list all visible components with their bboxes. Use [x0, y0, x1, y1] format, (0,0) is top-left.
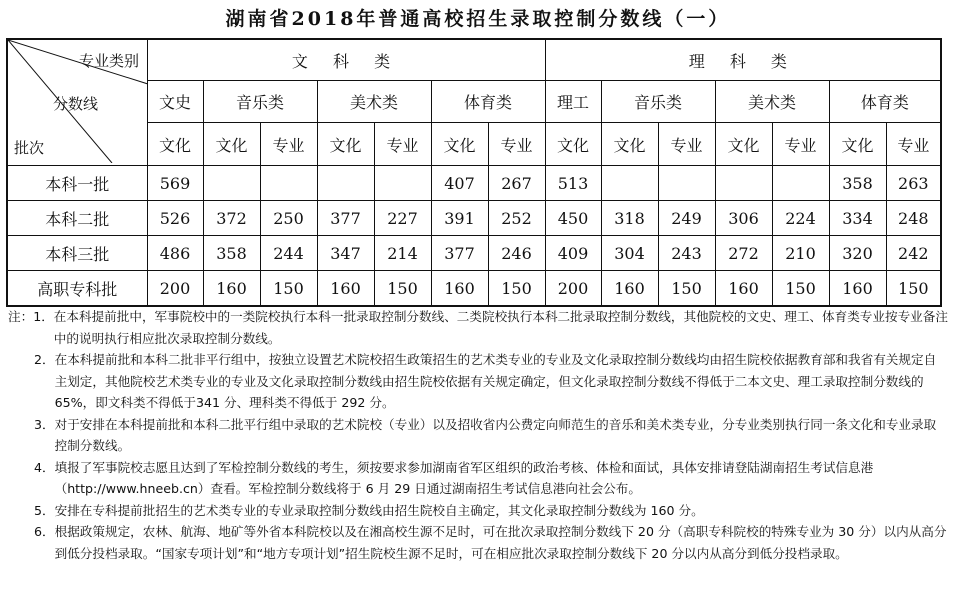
arts-group-header: 文 科 类 [147, 39, 545, 81]
score-cell: 150 [374, 271, 431, 307]
note-item [8, 414, 948, 457]
score-cell: 224 [772, 201, 829, 236]
note-text: 安排在专科提前批招生的艺术类专业的专业录取控制分数线由招生院校自主确定，其文化录取控制分数线为 160 分。 [54, 502, 704, 518]
note-item [8, 457, 948, 500]
subheader-cell: 专业 [260, 123, 317, 166]
note-number: 2． [34, 352, 55, 367]
score-cell: 252 [488, 201, 545, 236]
score-cell: 227 [374, 201, 431, 236]
corner-label-score: 分数线 [53, 95, 99, 113]
score-cell: 318 [601, 201, 658, 236]
subheader-cell: 文化 [431, 123, 488, 166]
score-cell: 513 [545, 166, 601, 201]
table-row [7, 236, 941, 271]
score-cell: 450 [545, 201, 601, 236]
sci-tech-header: 理工 [545, 81, 601, 123]
subheader-cell: 专业 [374, 123, 431, 166]
note-item [8, 306, 948, 349]
page-title: 湖南省2018年普通高校招生录取控制分数线（一） [225, 8, 731, 30]
subheader-cell: 专业 [658, 123, 715, 166]
header-row-types [7, 81, 941, 123]
batch-label: 本科三批 [7, 236, 147, 271]
corner-label-batch: 批次 [14, 139, 45, 157]
score-cell: 242 [886, 236, 941, 271]
score-cell: 486 [147, 236, 203, 271]
notes-prefix: 注： [8, 309, 34, 324]
score-cell: 150 [260, 271, 317, 307]
note-item [8, 349, 948, 414]
note-number: 1． [33, 309, 54, 324]
score-cell: 306 [715, 201, 772, 236]
note-text: 根据政策规定，农林、航海、地矿等外省本科院校以及在湘高校生源不足时，可在批次录取控制分数线下 20 分（高职专科院校的特殊专业为 30 分）以内从高分到低分投档录取。“国家专项计划”和“地方专项计划”招生院校生源不足时，可在相应批次录取控制分数线下 20 分以内从高分到低分投档录取。 [54, 524, 947, 561]
corner-label-category: 专业类别 [79, 52, 140, 70]
note-number: 3． [34, 416, 55, 432]
batch-label: 高职专科批 [7, 271, 147, 307]
arts-pe-header: 体育类 [431, 81, 545, 123]
note-text: 在本科提前批和本科二批非平行组中，按独立设置艺术院校招生政策招生的艺术类专业的专业及文化录取控制分数线均由招生院校依据教育部和我省有关规定自主划定，其他院校艺术类专业的专业及文化录取控制分数线由招生院校依据有关规定确定，但文化录取控制分数线不得低于二本文史、理工录取控制分数线的65%，即文科类不得低于341 分、理科类不得低于 292 分。 [54, 352, 937, 410]
corner-header-cell [7, 39, 147, 166]
score-cell: 372 [203, 201, 260, 236]
score-table [6, 38, 942, 307]
batch-label: 本科二批 [7, 201, 147, 236]
subheader-cell: 专业 [488, 123, 545, 166]
score-cell: 272 [715, 236, 772, 271]
score-cell: 304 [601, 236, 658, 271]
score-cell [203, 166, 260, 201]
note-number: 5． [34, 502, 55, 518]
subheader-cell: 文化 [203, 123, 260, 166]
score-cell: 358 [829, 166, 886, 201]
score-cell: 160 [601, 271, 658, 307]
note-number: 4． [34, 459, 55, 475]
header-row-groups [7, 39, 941, 81]
score-cell [601, 166, 658, 201]
score-cell: 250 [260, 201, 317, 236]
sci-music-header: 音乐类 [601, 81, 715, 123]
score-cell [317, 166, 374, 201]
subheader-cell: 专业 [772, 123, 829, 166]
arts-music-header: 音乐类 [203, 81, 317, 123]
batch-label: 本科一批 [7, 166, 147, 201]
score-cell: 246 [488, 236, 545, 271]
subheader-cell: 文化 [715, 123, 772, 166]
sci-art-header: 美术类 [715, 81, 829, 123]
score-cell: 200 [545, 271, 601, 307]
score-cell [715, 166, 772, 201]
score-cell: 160 [829, 271, 886, 307]
score-cell: 391 [431, 201, 488, 236]
score-cell: 249 [658, 201, 715, 236]
score-cell [658, 166, 715, 201]
score-cell: 377 [317, 201, 374, 236]
subheader-cell: 文化 [545, 123, 601, 166]
arts-art-header: 美术类 [317, 81, 431, 123]
arts-history-header: 文史 [147, 81, 203, 123]
score-cell: 358 [203, 236, 260, 271]
score-cell: 160 [431, 271, 488, 307]
score-cell: 334 [829, 201, 886, 236]
note-item [8, 521, 948, 564]
notes-section [8, 306, 948, 564]
score-cell: 150 [886, 271, 941, 307]
score-cell: 210 [772, 236, 829, 271]
note-item [8, 500, 948, 522]
note-text: 填报了军事院校志愿且达到了军检控制分数线的考生，须按要求参加湖南省军区组织的政治考核、体检和面试，具体安排请登陆湖南招生考试信息港（http://www.hneeb.cn）查看。军检控制分数线将于 6 月 29 日通过湖南招生考试信息港向社会公布。 [54, 459, 874, 496]
score-cell [374, 166, 431, 201]
note-number: 6． [34, 524, 55, 539]
subheader-cell: 文化 [601, 123, 658, 166]
subheader-cell: 专业 [886, 123, 941, 166]
sci-pe-header: 体育类 [829, 81, 941, 123]
table-row [7, 166, 941, 201]
score-cell: 243 [658, 236, 715, 271]
score-cell: 248 [886, 201, 941, 236]
score-cell: 409 [545, 236, 601, 271]
score-cell: 347 [317, 236, 374, 271]
header-row-subtypes [7, 123, 941, 166]
score-cell: 244 [260, 236, 317, 271]
table-row [7, 201, 941, 236]
score-cell: 263 [886, 166, 941, 201]
score-cell: 569 [147, 166, 203, 201]
score-cell: 214 [374, 236, 431, 271]
score-cell [260, 166, 317, 201]
subheader-cell: 文化 [317, 123, 374, 166]
score-cell: 150 [488, 271, 545, 307]
score-cell: 526 [147, 201, 203, 236]
note-text: 在本科提前批中，军事院校中的一类院校执行本科一批录取控制分数线、二类院校执行本科二批录取控制分数线，其他院校的文史、理工、体育类专业按专业备注中的说明执行相应批次录取控制分数线。 [53, 309, 948, 346]
score-cell: 160 [715, 271, 772, 307]
science-group-header: 理 科 类 [545, 39, 941, 81]
score-cell: 160 [203, 271, 260, 307]
score-cell: 407 [431, 166, 488, 201]
table-row [7, 271, 941, 307]
score-cell: 320 [829, 236, 886, 271]
score-cell: 267 [488, 166, 545, 201]
subheader-cell: 文化 [147, 123, 203, 166]
score-cell: 377 [431, 236, 488, 271]
score-cell: 200 [147, 271, 203, 307]
score-cell: 150 [772, 271, 829, 307]
subheader-cell: 文化 [829, 123, 886, 166]
score-cell [772, 166, 829, 201]
note-text: 对于安排在本科提前批和本科二批平行组中录取的艺术院校（专业）以及招收省内公费定向师范生的音乐和美术类专业，分专业类别执行同一条文化和专业录取控制分数线。 [54, 416, 937, 453]
score-cell: 150 [658, 271, 715, 307]
score-cell: 160 [317, 271, 374, 307]
